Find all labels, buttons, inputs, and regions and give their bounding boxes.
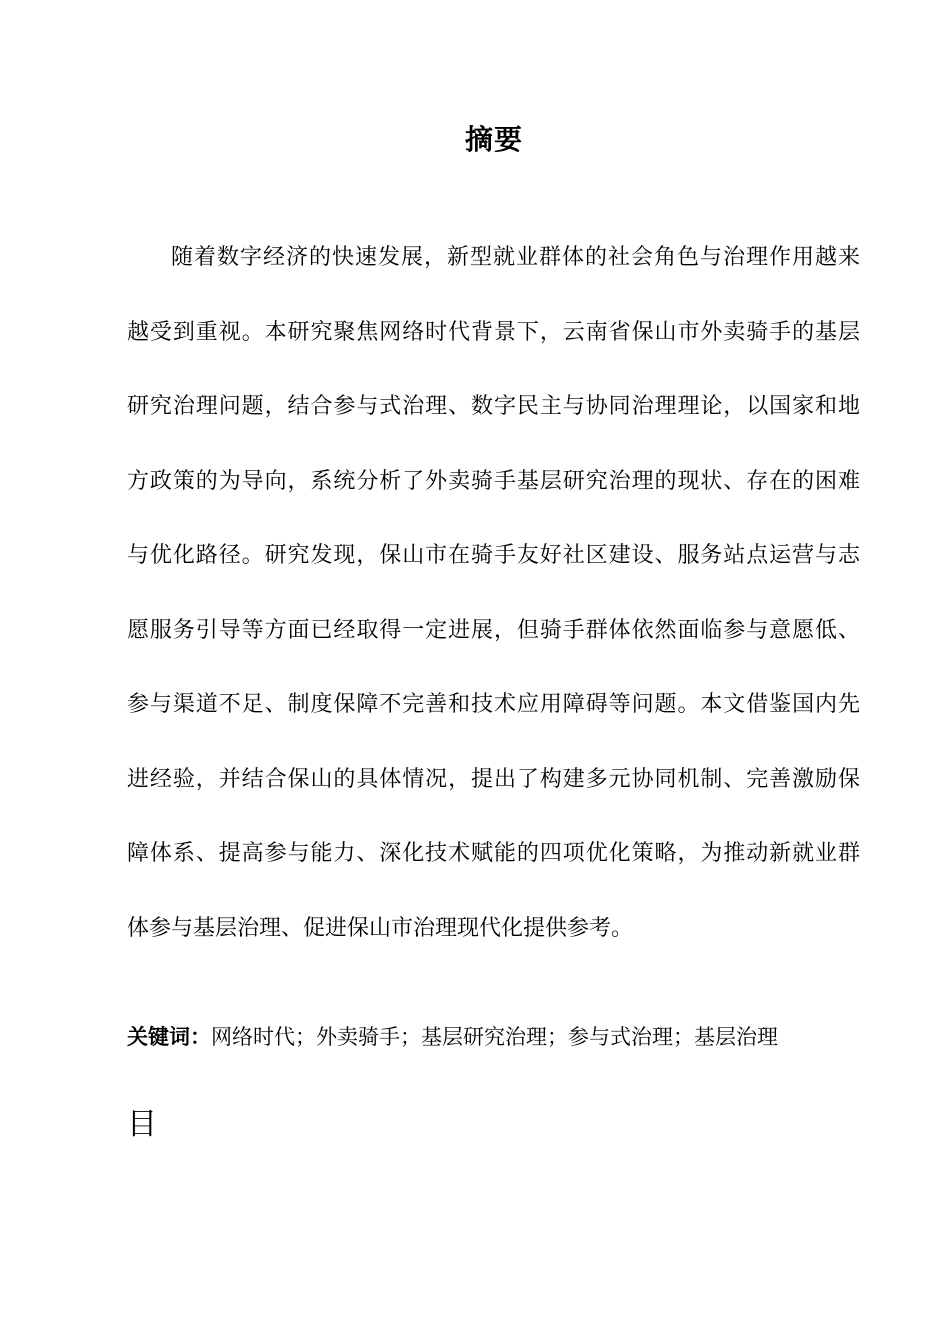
toc-heading: 目: [127, 1107, 157, 1142]
keywords-label: 关键词：: [127, 1025, 211, 1049]
abstract-line: 与优化路径。研究发现，保山市在骑手友好社区建设、服务站点运营与志: [127, 543, 860, 568]
abstract-line: 进经验，并结合保山的具体情况，提出了构建多元协同机制、完善激励保: [127, 766, 860, 792]
abstract-line: 研究治理问题，结合参与式治理、数字民主与协同治理理论，以国家和地: [127, 394, 860, 419]
abstract-body: [127, 221, 860, 966]
abstract-line: 体参与基层治理、促进保山市治理现代化提供参考。: [127, 915, 634, 941]
abstract-line: 障体系、提高参与能力、深化技术赋能的四项优化策略，为推动新就业群: [127, 841, 860, 866]
abstract-line: 随着数字经济的快速发展，新型就业群体的社会角色与治理作用越来: [171, 245, 860, 270]
abstract-line: 越受到重视。本研究聚焦网络时代背景下，云南省保山市外卖骑手的基层: [127, 319, 860, 345]
abstract-line: 方政策的为导向，系统分析了外卖骑手基层研究治理的现状、存在的困难: [127, 468, 860, 494]
keywords-value: 网络时代；外卖骑手；基层研究治理；参与式治理；基层治理: [211, 1025, 778, 1049]
abstract-line: 参与渠道不足、制度保障不完善和技术应用障碍等问题。本文借鉴国内先: [127, 692, 860, 717]
abstract-line: 愿服务引导等方面已经取得一定进展，但骑手群体依然面临参与意愿低、: [127, 617, 860, 643]
abstract-title: 摘要: [464, 123, 523, 156]
keywords: [127, 1020, 860, 1054]
